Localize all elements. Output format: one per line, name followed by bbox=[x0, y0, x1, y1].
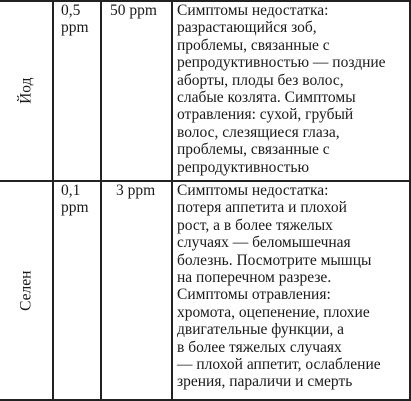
text-line: репродуктивностью bbox=[177, 158, 310, 176]
text-line: — плохой аппетит, ослабление bbox=[177, 356, 381, 374]
max-value: 3 ppm bbox=[116, 182, 156, 199]
max-cell bbox=[110, 2, 157, 19]
element-name: Йод bbox=[17, 77, 35, 105]
text-line: зрения, параличи и смерть bbox=[177, 373, 353, 391]
text-line: Симптомы отравления: bbox=[177, 286, 331, 304]
text-line: Симптомы недостатка: bbox=[177, 182, 329, 199]
max-cell bbox=[116, 182, 155, 199]
text-line: репродуктивностью — поздние bbox=[177, 54, 386, 72]
text-line: разрастающийся зоб, bbox=[177, 19, 317, 37]
dose-unit: ppm bbox=[61, 19, 89, 37]
dose-value: 0,5 bbox=[61, 2, 81, 19]
text-line: случаях — беломышечная bbox=[177, 234, 351, 252]
text-line: отравления: сухой, грубый bbox=[177, 106, 354, 124]
dose-cell bbox=[61, 182, 89, 217]
text-line: рост, а в более тяжелых bbox=[177, 216, 333, 234]
text-line: Симптомы недостатка: bbox=[177, 2, 329, 19]
text-line: на поперечном разрезе. bbox=[177, 269, 332, 287]
max-value: 50 ppm bbox=[110, 2, 157, 19]
text-line: волос, слезящиеся глаза, bbox=[177, 123, 340, 141]
text-line: в более тяжелых случаях bbox=[177, 338, 342, 356]
symptoms-text bbox=[177, 182, 409, 391]
dose-unit: ppm bbox=[61, 199, 89, 217]
element-name: Селен bbox=[17, 270, 35, 311]
text-line: хромота, оцепенение, плохие bbox=[177, 303, 370, 321]
text-line: болезнь. Посмотрите мышцы bbox=[177, 251, 372, 269]
text-line: потеря аппетита и плохой bbox=[177, 199, 347, 217]
text-line: слабые козлята. Симптомы bbox=[177, 89, 356, 107]
table-row-iodine-element bbox=[0, 2, 52, 180]
text-line: проблемы, связанные с bbox=[177, 36, 330, 54]
table-row-selenium-element bbox=[0, 182, 52, 399]
text-line: аборты, плоды без волос, bbox=[177, 71, 344, 89]
text-line: двигательные функции, а bbox=[177, 321, 345, 339]
column-divider bbox=[100, 0, 102, 401]
dose-cell bbox=[61, 2, 89, 37]
column-divider bbox=[171, 0, 173, 401]
dose-value: 0,1 bbox=[61, 182, 81, 199]
symptoms-text bbox=[177, 2, 409, 176]
column-divider bbox=[52, 0, 54, 401]
text-line: проблемы, связанные с bbox=[177, 141, 330, 159]
